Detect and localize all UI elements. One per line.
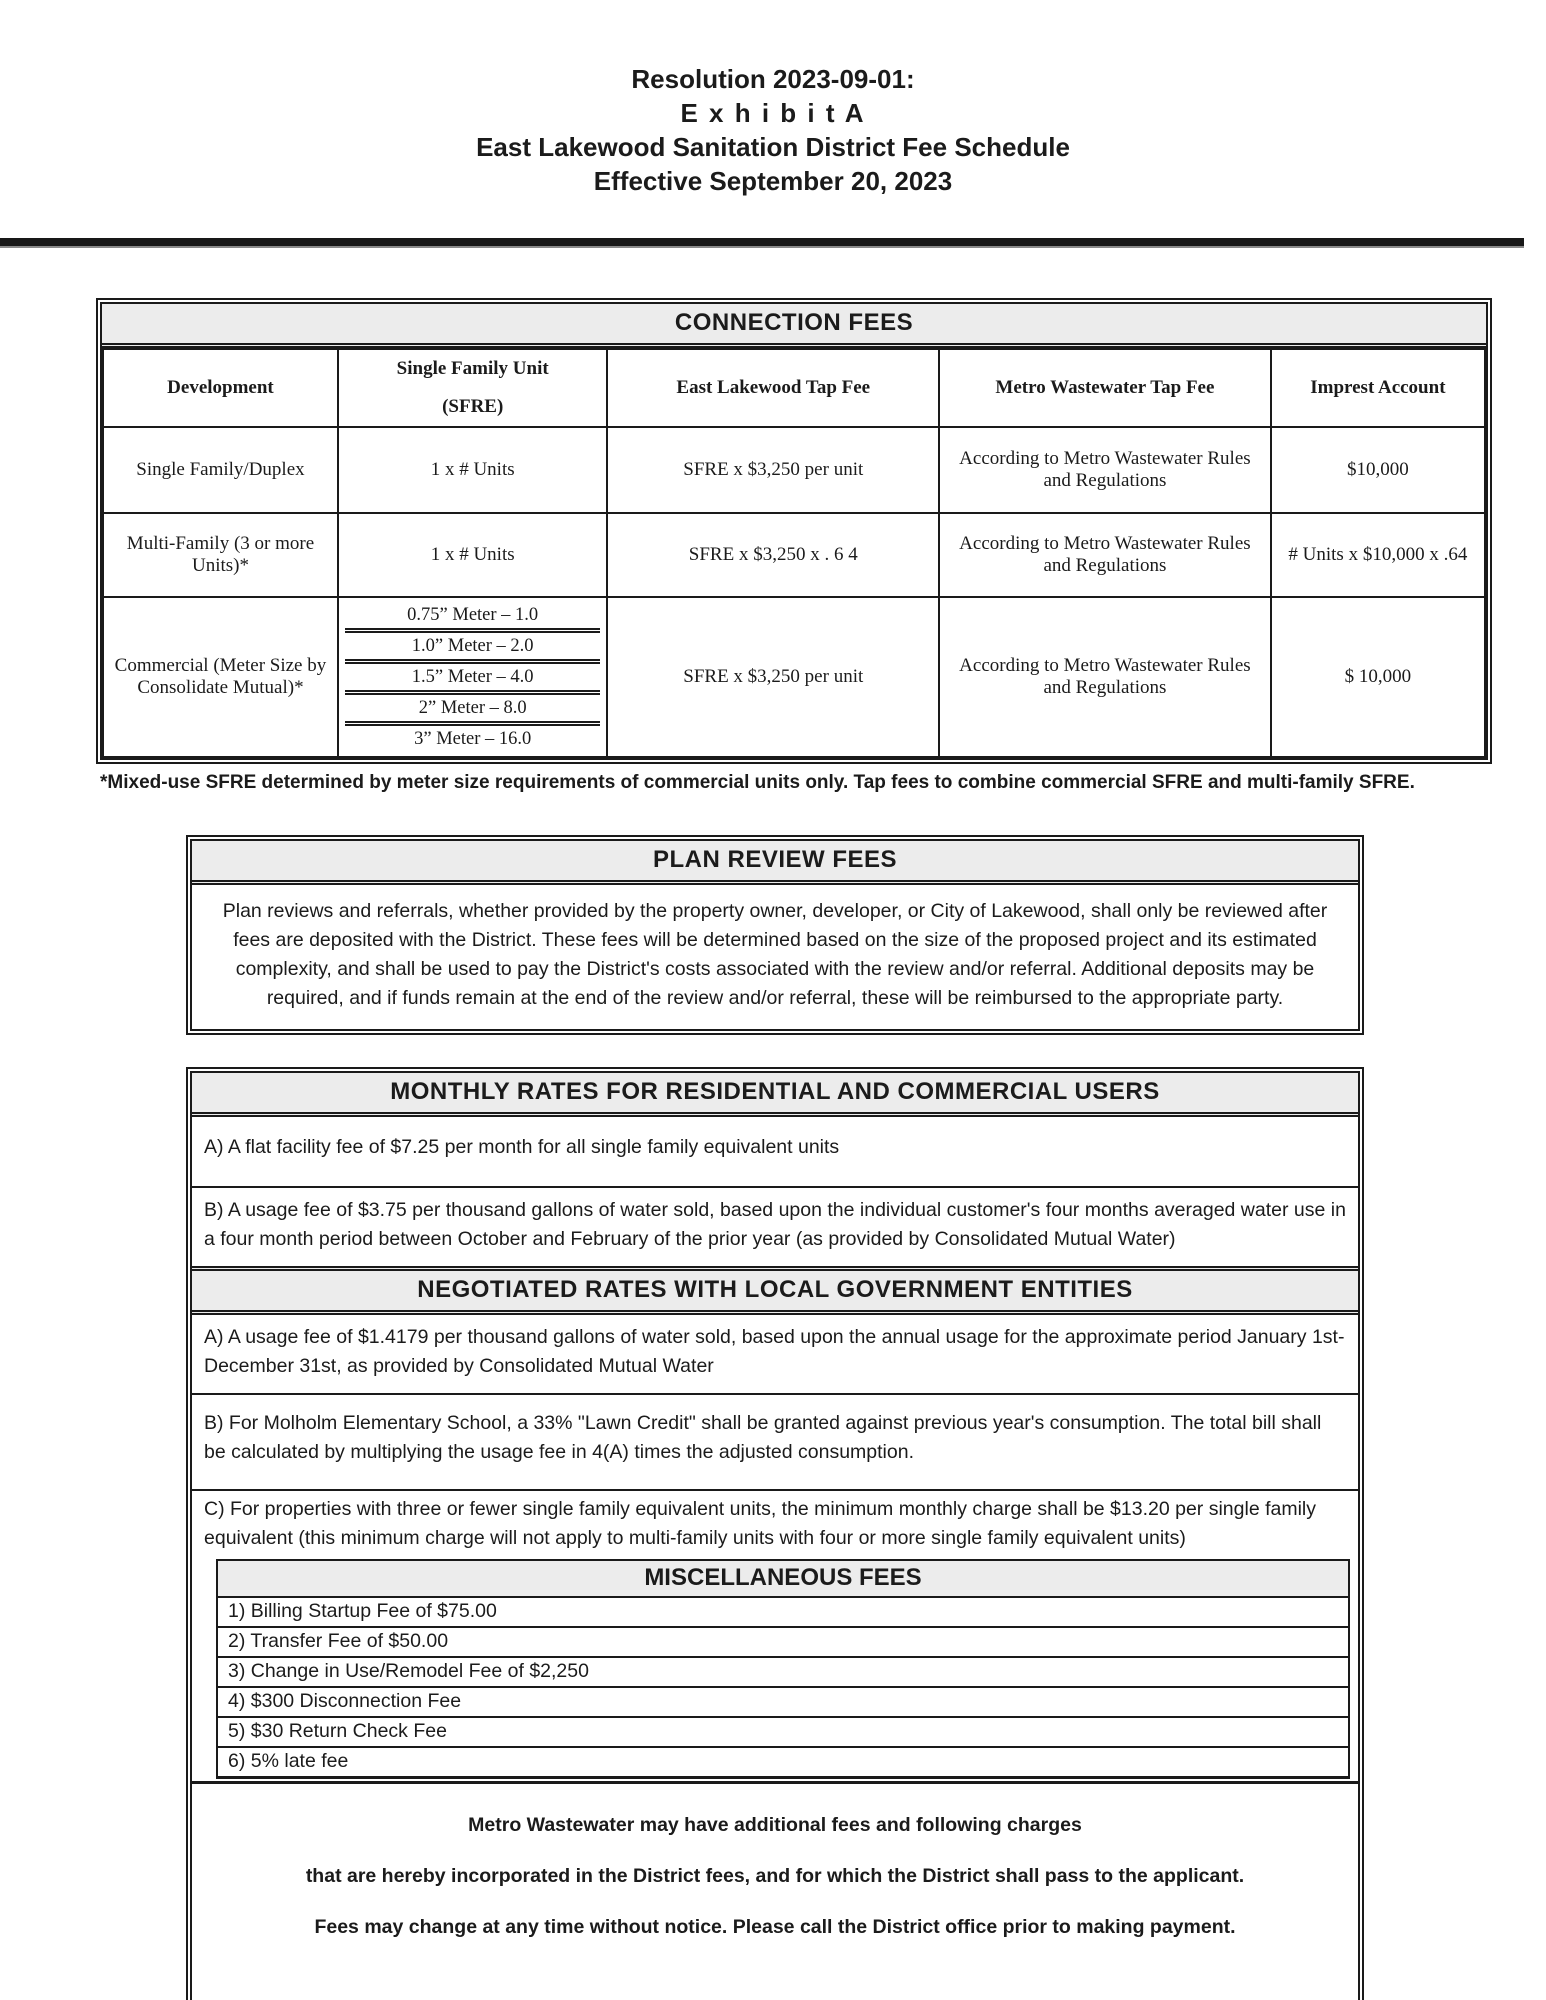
title-exhibit: E x h i b i t A — [680, 98, 866, 128]
cell-metro-fee: According to Metro Wastewater Rules and Regulations — [939, 513, 1271, 597]
cell-metro-fee: According to Metro Wastewater Rules and Regulations — [939, 597, 1271, 757]
connection-fees-table — [102, 348, 1486, 758]
metro-wastewater-note — [192, 1781, 1358, 2000]
connection-fees-header: CONNECTION FEES — [102, 304, 1486, 348]
title-resolution: Resolution 2023-09-01: — [631, 64, 915, 94]
monthly-rate-item-a: A) A flat facility fee of $7.25 per month for all single family equivalent units — [204, 1136, 840, 1158]
plan-review-body: Plan reviews and referrals, whether provided by the property owner, developer, or City of Lakewood, shall only be reviewed after fees are deposited with the District. These fees will be determined based on the size of the proposed project and its estimated complexity, and shall be used to pay the District's costs associated with the review and/or referral. Additional deposits may be required, and if funds remain at the end of the review and/or referral, these will be reimbursed to the appropriate party. — [222, 900, 1328, 1009]
table-row-multi-family — [103, 513, 1485, 597]
cell-metro-fee: According to Metro Wastewater Rules and Regulations — [939, 427, 1271, 513]
note-line: Metro Wastewater may have additional fees and following charges — [468, 1814, 1082, 1836]
meter-size-row: 1.0” Meter – 2.0 — [345, 628, 600, 659]
misc-fee-item: 6) 5% late fee — [218, 1746, 1348, 1776]
document-title — [0, 0, 1546, 198]
cell-development: Single Family/Duplex — [103, 427, 338, 513]
cell-imprest: # Units x $10,000 x .64 — [1271, 513, 1485, 597]
plan-review-header: PLAN REVIEW FEES — [192, 841, 1358, 885]
misc-fee-item: 5) $30 Return Check Fee — [218, 1716, 1348, 1746]
miscellaneous-fees-section — [216, 1559, 1350, 1779]
table-header-row — [103, 349, 1485, 427]
cell-sfre: 1 x # Units — [338, 427, 607, 513]
negotiated-rate-item-a: A) A usage fee of $1.4179 per thousand gallons of water sold, based upon the annual usage for the approximate period January 1st-December 31st, as provided by Consolidated Mutual Water — [204, 1326, 1345, 1377]
misc-fee-item: 3) Change in Use/Remodel Fee of $2,250 — [218, 1656, 1348, 1686]
cell-development: Multi-Family (3 or more Units)* — [103, 513, 338, 597]
col-sfre-line1: Single Family Unit — [396, 358, 549, 379]
table-row-single-family — [103, 427, 1485, 513]
monthly-rate-item-b: B) A usage fee of $3.75 per thousand gallons of water sold, based upon the individual customer's four months averaged water use in a four month period between October and February of the prior year (as provided by Consolidated Mutual Water) — [192, 1186, 1358, 1266]
cell-development: Commercial (Meter Size by Consolidate Mutual)* — [103, 597, 338, 757]
col-imprest-account: Imprest Account — [1271, 349, 1485, 427]
note-line: that are hereby incorporated in the District fees, and for which the District shall pass to the applicant. — [305, 1865, 1245, 1887]
negotiated-rate-item-c: C) For properties with three or fewer single family equivalent units, the minimum monthly charge shall be $13.20 per single family equivalent (this minimum charge will not apply to multi-family units with four or more single family equivalent units) — [192, 1489, 1358, 1559]
cell-tap-fee: SFRE x $3,250 per unit — [607, 427, 939, 513]
col-east-lakewood-tap-fee: East Lakewood Tap Fee — [607, 349, 939, 427]
meter-size-row: 0.75” Meter – 1.0 — [407, 605, 539, 625]
misc-fee-item: 2) Transfer Fee of $50.00 — [218, 1626, 1348, 1656]
cell-meter-sizes — [338, 597, 607, 757]
cell-sfre: 1 x # Units — [338, 513, 607, 597]
cell-tap-fee: SFRE x $3,250 x . 6 4 — [607, 513, 939, 597]
meter-size-row: 2” Meter – 8.0 — [345, 690, 600, 721]
miscellaneous-fees-header: MISCELLANEOUS FEES — [218, 1561, 1348, 1598]
connection-fees-footnote: *Mixed-use SFRE determined by meter size requirements of commercial units only. Tap fees to combine commercial SFRE and multi-family SFRE. — [100, 772, 1415, 793]
note-line: Fees may change at any time without notice. Please call the District office prior to making payment. — [314, 1916, 1236, 1938]
connection-fees-section — [100, 302, 1488, 760]
table-row-commercial — [103, 597, 1485, 757]
plan-review-section — [190, 839, 1360, 1031]
title-schedule: East Lakewood Sanitation District Fee Schedule — [476, 132, 1070, 162]
negotiated-rates-header: NEGOTIATED RATES WITH LOCAL GOVERNMENT ENTITIES — [192, 1266, 1358, 1315]
col-development: Development — [103, 349, 338, 427]
cell-tap-fee: SFRE x $3,250 per unit — [607, 597, 939, 757]
meter-size-row: 3” Meter – 16.0 — [345, 721, 600, 752]
misc-fee-item: 1) Billing Startup Fee of $75.00 — [228, 1600, 497, 1622]
col-metro-wastewater-tap-fee: Metro Wastewater Tap Fee — [939, 349, 1271, 427]
horizontal-rule — [0, 238, 1524, 248]
col-sfre — [338, 349, 607, 427]
title-effective-date: Effective September 20, 2023 — [593, 166, 953, 196]
cell-imprest: $ 10,000 — [1271, 597, 1485, 757]
misc-fee-item: 4) $300 Disconnection Fee — [218, 1686, 1348, 1716]
monthly-rates-header: MONTHLY RATES FOR RESIDENTIAL AND COMMERCIAL USERS — [192, 1073, 1358, 1117]
rates-section — [190, 1071, 1360, 2000]
col-sfre-line2: (SFRE) — [442, 396, 504, 417]
cell-imprest: $10,000 — [1271, 427, 1485, 513]
meter-size-row: 1.5” Meter – 4.0 — [345, 659, 600, 690]
negotiated-rate-item-b: B) For Molholm Elementary School, a 33% "Lawn Credit" shall be granted against previous year's consumption. The total bill shall be calculated by multiplying the usage fee in 4(A) times the adjusted consumption. — [192, 1393, 1358, 1489]
